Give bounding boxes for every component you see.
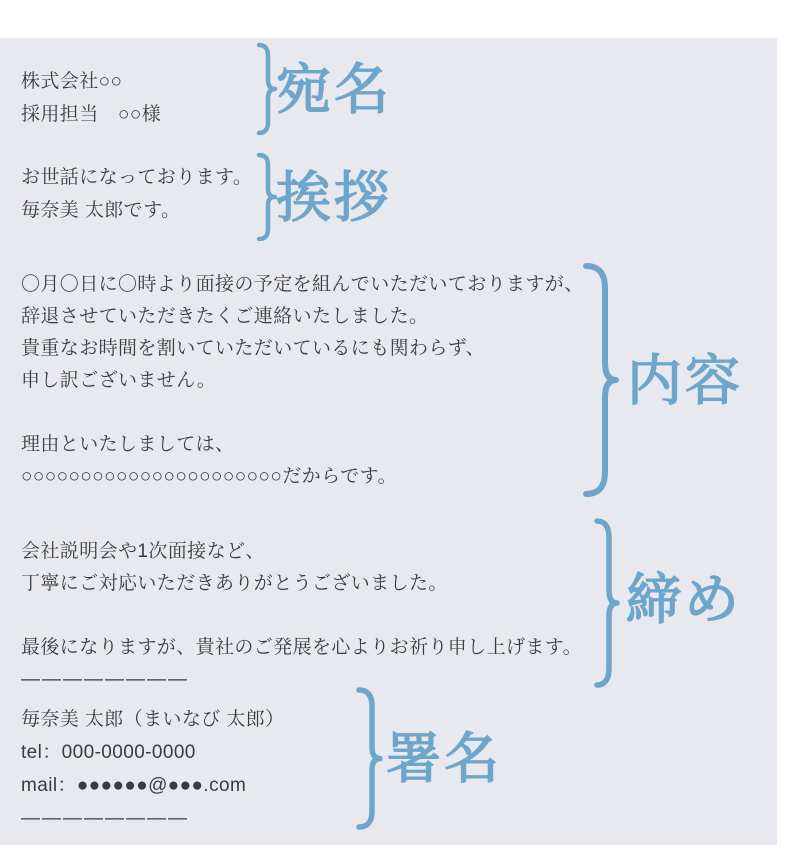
closing-block [21,536,582,696]
tel-line: tel：000-0000-0000 [21,742,196,763]
content-blank-line [21,397,584,429]
content-block [21,269,584,493]
content-line-3: 貴重なお時間を割いていただいているにも関わらず、 [21,338,486,359]
annotation-greeting-label: 挨拶 [276,166,393,229]
signature-block [21,703,285,835]
signature-divider-bottom: ———————— [21,808,189,829]
greeting-block [21,161,252,227]
sender-intro-line: 毎奈美 太郎です。 [21,200,181,221]
annotation-signature-label: 署名 [386,727,503,790]
greeting-line: お世話になっております。 [21,167,253,188]
signature-name-line: 毎奈美 太郎（まいなび 太郎） [21,709,285,730]
annotation-addressee-label: 宛名 [276,58,393,121]
letter-panel [0,38,777,845]
reason-intro-line: 理由といたしましては、 [21,434,235,455]
content-line-2: 辞退させていただきたくご連絡いたしました。 [21,306,429,327]
mail-line: mail：●●●●●●@●●●.com [21,775,247,796]
recipient-company-line: 株式会社○○ [21,71,123,92]
content-line-4: 申し訳ございません。 [21,370,217,391]
curly-brace-closing-icon [593,518,621,688]
signature-divider-top: ———————— [21,669,189,690]
curly-brace-addressee-icon [256,42,278,136]
thanks-line-2: 丁寧にご対応いただきありがとうございました。 [21,573,448,594]
curly-brace-content-icon [582,262,620,498]
curly-brace-greeting-icon [256,152,278,242]
reason-placeholder-line: ○○○○○○○○○○○○○○○○○○○○○○だからです。 [21,466,397,487]
annotation-content-label: 内容 [627,349,744,412]
annotation-closing-label: 締め [626,568,743,631]
recipient-contact-line: 採用担当 ○○様 [21,104,162,125]
closing-blank-line [21,600,582,632]
addressee-block [21,65,161,131]
well-wishes-line: 最後になりますが、貴社のご発展を心よりお祈り申し上げます。 [21,637,583,658]
content-line-1: 〇月〇日に〇時より面接の予定を組んでいただいておりますが、 [21,274,584,295]
thanks-line-1: 会社説明会や1次面接など、 [21,541,265,562]
curly-brace-signature-icon [355,687,384,830]
